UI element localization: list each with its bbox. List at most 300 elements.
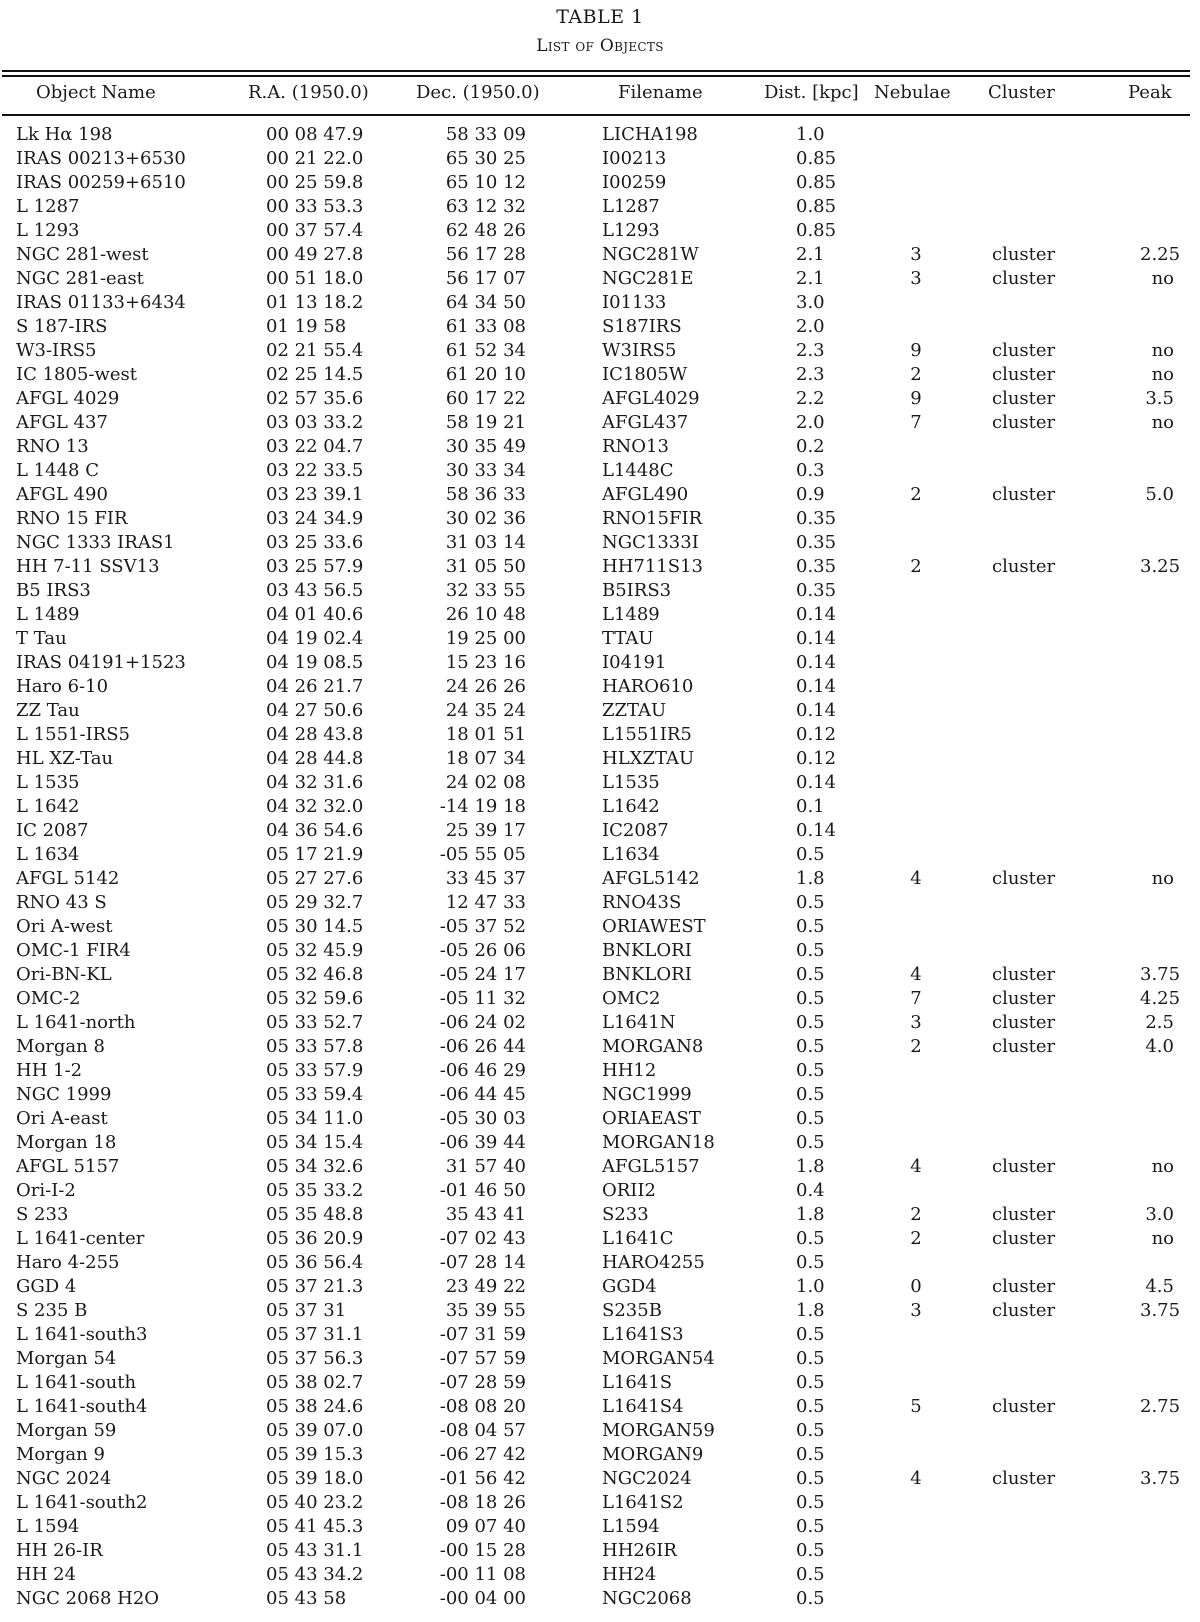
cell-object-name: L 1634 [16,844,80,865]
cell-peak: no [1151,868,1174,889]
cell-ra: 01 19 58 [266,316,347,337]
cell-filename: RNO13 [602,436,669,457]
cell-filename: MORGAN59 [602,1420,715,1441]
table-row [0,867,1200,891]
column-header-cluster: Cluster [988,82,1055,103]
cell-distance: 0.14 [796,652,837,673]
cell-filename: NGC2024 [602,1468,692,1489]
cell-distance: 1.0 [796,1276,825,1297]
cell-dec: -06 46 29 [439,1060,526,1081]
cell-dec: 24 26 26 [445,676,526,697]
cell-object-name: NGC 1333 IRAS1 [16,532,175,553]
cell-nebulae: 4 [910,1156,922,1177]
cell-filename: NGC1333I [602,532,699,553]
cell-object-name: RNO 43 S [16,892,107,913]
cell-dec: -07 57 59 [439,1348,526,1369]
cell-distance: 2.0 [796,412,825,433]
cell-distance: 3.0 [796,292,825,313]
cell-ra: 05 33 59.4 [266,1084,364,1105]
cell-peak: no [1151,268,1174,289]
cell-ra: 03 25 33.6 [266,532,364,553]
cell-ra: 03 03 33.2 [266,412,364,433]
cell-distance: 0.5 [796,1252,825,1273]
cell-nebulae: 0 [910,1276,922,1297]
cell-filename: HH711S13 [602,556,703,577]
cell-cluster: cluster [992,412,1056,433]
cell-nebulae: 3 [910,1300,922,1321]
cell-dec: -01 46 50 [439,1180,526,1201]
table-row [0,411,1200,435]
header-rule [2,114,1190,116]
cell-filename: AFGL4029 [602,388,700,409]
cell-distance: 2.1 [796,244,825,265]
cell-ra: 05 30 14.5 [266,916,364,937]
cell-filename: L1551IR5 [602,724,692,745]
cell-dec: -05 26 06 [439,940,526,961]
cell-peak: 3.5 [1145,388,1174,409]
table-row [0,579,1200,603]
cell-ra: 03 24 34.9 [266,508,364,529]
column-header-distance: Dist. [kpc] [764,82,859,103]
cell-object-name: AFGL 5157 [16,1156,120,1177]
cell-dec: 32 33 55 [445,580,526,601]
cell-filename: L1287 [602,196,660,217]
table-row [0,795,1200,819]
cell-distance: 0.5 [796,1132,825,1153]
cell-distance: 0.5 [796,1228,825,1249]
table-subtitle: List of Objects [536,36,664,56]
cell-filename: RNO43S [602,892,682,913]
table-body [0,123,1200,1611]
cell-ra: 04 28 44.8 [266,748,364,769]
cell-filename: S233 [602,1204,649,1225]
table-row [0,1419,1200,1443]
cell-object-name: Haro 6-10 [16,676,109,697]
table-row [0,315,1200,339]
cell-object-name: L 1641-south [16,1372,137,1393]
cell-ra: 05 33 52.7 [266,1012,364,1033]
cell-dec: -06 44 45 [439,1084,526,1105]
cell-filename: HLXZTAU [602,748,695,769]
cell-filename: HH12 [602,1060,657,1081]
table-row [0,1083,1200,1107]
cell-filename: AFGL490 [602,484,689,505]
cell-object-name: HH 26-IR [16,1540,103,1561]
cell-ra: 05 27 27.6 [266,868,364,889]
cell-cluster: cluster [992,1012,1056,1033]
cell-object-name: AFGL 5142 [16,868,120,889]
table-row [0,1107,1200,1131]
cell-peak: no [1151,1228,1174,1249]
cell-filename: I00259 [602,172,667,193]
cell-object-name: Morgan 9 [16,1444,105,1465]
table-row [0,1563,1200,1587]
cell-object-name: B5 IRS3 [16,580,91,601]
cell-filename: S235B [602,1300,662,1321]
table-row [0,1371,1200,1395]
cell-object-name: T Tau [16,628,67,649]
cell-cluster: cluster [992,868,1056,889]
cell-peak: no [1151,364,1174,385]
table-row [0,1275,1200,1299]
cell-object-name: HH 7-11 SSV13 [16,556,160,577]
cell-dec: -00 04 00 [439,1588,526,1609]
cell-filename: IC1805W [602,364,688,385]
cell-filename: L1641C [602,1228,674,1249]
cell-cluster: cluster [992,964,1056,985]
cell-filename: B5IRS3 [602,580,672,601]
table-row [0,387,1200,411]
cell-object-name: L 1641-south4 [16,1396,148,1417]
table-row [0,963,1200,987]
cell-ra: 00 51 18.0 [266,268,364,289]
cell-ra: 05 34 11.0 [266,1108,364,1129]
cell-ra: 00 37 57.4 [266,220,364,241]
cell-dec: 60 17 22 [445,388,526,409]
cell-ra: 05 38 24.6 [266,1396,364,1417]
cell-distance: 0.85 [796,196,837,217]
cell-ra: 05 43 31.1 [266,1540,364,1561]
table-row [0,147,1200,171]
cell-filename: MORGAN54 [602,1348,715,1369]
table-row [0,939,1200,963]
cell-object-name: L 1642 [16,796,80,817]
cell-distance: 0.5 [796,1108,825,1129]
cell-filename: OMC2 [602,988,661,1009]
cell-object-name: L 1641-south3 [16,1324,148,1345]
table-row [0,243,1200,267]
cell-nebulae: 2 [910,1036,922,1057]
table-row [0,1131,1200,1155]
cell-dec: -06 26 44 [439,1036,526,1057]
table-row [0,1539,1200,1563]
cell-ra: 00 25 59.8 [266,172,364,193]
cell-ra: 00 21 22.0 [266,148,364,169]
cell-dec: 12 47 33 [445,892,526,913]
cell-cluster: cluster [992,244,1056,265]
cell-distance: 0.12 [796,724,837,745]
cell-nebulae: 3 [910,1012,922,1033]
cell-ra: 05 33 57.9 [266,1060,364,1081]
column-header-dec: Dec. (1950.0) [416,82,540,103]
cell-filename: MORGAN9 [602,1444,704,1465]
cell-distance: 0.5 [796,1420,825,1441]
cell-object-name: HH 1-2 [16,1060,83,1081]
table-row [0,1491,1200,1515]
cell-ra: 03 23 39.1 [266,484,364,505]
cell-filename: W3IRS5 [602,340,677,361]
cell-cluster: cluster [992,484,1056,505]
cell-dec: 58 36 33 [445,484,526,505]
cell-filename: L1641S3 [602,1324,684,1345]
cell-object-name: Ori A-east [16,1108,108,1129]
cell-object-name: L 1535 [16,772,80,793]
cell-ra: 04 26 21.7 [266,676,364,697]
cell-ra: 05 37 56.3 [266,1348,364,1369]
cell-distance: 0.5 [796,988,825,1009]
cell-dec: -07 28 59 [439,1372,526,1393]
cell-peak: 4.0 [1145,1036,1174,1057]
cell-ra: 05 43 58 [266,1588,347,1609]
table-row [0,459,1200,483]
cell-distance: 0.5 [796,1060,825,1081]
cell-dec: 58 33 09 [445,124,526,145]
cell-distance: 0.85 [796,172,837,193]
table-row [0,507,1200,531]
cell-filename: IC2087 [602,820,669,841]
table-row [0,1323,1200,1347]
cell-filename: NGC281W [602,244,699,265]
cell-object-name: NGC 1999 [16,1084,112,1105]
cell-object-name: L 1641-center [16,1228,145,1249]
cell-distance: 0.9 [796,484,825,505]
cell-ra: 05 34 32.6 [266,1156,364,1177]
cell-ra: 05 35 33.2 [266,1180,364,1201]
cell-ra: 05 29 32.7 [266,892,364,913]
cell-ra: 05 17 21.9 [266,844,364,865]
cell-ra: 04 32 32.0 [266,796,364,817]
table-row [0,1155,1200,1179]
cell-ra: 05 41 45.3 [266,1516,364,1537]
table-row [0,291,1200,315]
cell-ra: 00 08 47.9 [266,124,364,145]
cell-ra: 05 37 31 [266,1300,347,1321]
cell-distance: 1.8 [796,1156,825,1177]
cell-object-name: HL XZ-Tau [16,748,114,769]
cell-ra: 02 21 55.4 [266,340,364,361]
cell-object-name: L 1594 [16,1516,80,1537]
cell-ra: 05 33 57.8 [266,1036,364,1057]
cell-object-name: NGC 2068 H2O [16,1588,160,1609]
cell-peak: 5.0 [1145,484,1174,505]
cell-ra: 02 57 35.6 [266,388,364,409]
cell-distance: 0.14 [796,820,837,841]
column-header-ra: R.A. (1950.0) [248,82,369,103]
table-row [0,171,1200,195]
cell-distance: 0.5 [796,1588,825,1609]
cell-filename: ORIAEAST [602,1108,701,1129]
cell-distance: 0.35 [796,508,837,529]
cell-object-name: RNO 13 [16,436,89,457]
cell-dec: -07 02 43 [439,1228,526,1249]
cell-distance: 0.5 [796,892,825,913]
cell-ra: 05 40 23.2 [266,1492,364,1513]
cell-peak: 3.75 [1140,964,1181,985]
cell-object-name: AFGL 437 [16,412,108,433]
cell-ra: 00 33 53.3 [266,196,364,217]
cell-object-name: Morgan 18 [16,1132,117,1153]
cell-filename: NGC1999 [602,1084,692,1105]
cell-dec: 15 23 16 [445,652,526,673]
cell-distance: 0.5 [796,1396,825,1417]
cell-dec: 61 33 08 [445,316,526,337]
cell-distance: 2.1 [796,268,825,289]
cell-dec: -06 24 02 [439,1012,526,1033]
table-header [0,78,1200,112]
cell-ra: 05 37 31.1 [266,1324,364,1345]
cell-cluster: cluster [992,340,1056,361]
cell-dec: 65 10 12 [445,172,526,193]
top-rule-double [2,75,1190,77]
cell-distance: 0.14 [796,772,837,793]
cell-cluster: cluster [992,1396,1056,1417]
cell-distance: 0.14 [796,604,837,625]
cell-object-name: OMC-2 [16,988,81,1009]
cell-dec: -08 04 57 [439,1420,526,1441]
cell-ra: 05 32 45.9 [266,940,364,961]
cell-peak: no [1151,340,1174,361]
cell-ra: 04 01 40.6 [266,604,364,625]
cell-dec: -06 39 44 [439,1132,526,1153]
cell-nebulae: 4 [910,868,922,889]
cell-peak: 3.75 [1140,1300,1181,1321]
cell-object-name: L 1287 [16,196,80,217]
cell-distance: 0.5 [796,940,825,961]
table-row [0,267,1200,291]
cell-filename: L1641S4 [602,1396,684,1417]
cell-ra: 03 25 57.9 [266,556,364,577]
cell-dec: -05 24 17 [439,964,526,985]
cell-distance: 0.5 [796,1348,825,1369]
cell-peak: 2.5 [1145,1012,1174,1033]
cell-object-name: HH 24 [16,1564,77,1585]
cell-dec: 18 01 51 [445,724,526,745]
cell-filename: L1634 [602,844,660,865]
cell-filename: BNKLORI [602,940,692,961]
cell-filename: HH26IR [602,1540,677,1561]
cell-ra: 05 38 02.7 [266,1372,364,1393]
cell-object-name: S 235 B [16,1300,88,1321]
table-row [0,1443,1200,1467]
table-row [0,651,1200,675]
cell-distance: 2.0 [796,316,825,337]
cell-filename: L1535 [602,772,660,793]
cell-ra: 01 13 18.2 [266,292,364,313]
table-row [0,1515,1200,1539]
table-row [0,627,1200,651]
cell-distance: 0.5 [796,1540,825,1561]
cell-filename: I01133 [602,292,667,313]
table-row [0,891,1200,915]
cell-nebulae: 7 [910,988,922,1009]
cell-peak: 4.5 [1145,1276,1174,1297]
cell-filename: HARO610 [602,676,694,697]
cell-dec: -08 08 20 [439,1396,526,1417]
table-row [0,843,1200,867]
cell-dec: 33 45 37 [445,868,526,889]
cell-filename: GGD4 [602,1276,657,1297]
cell-cluster: cluster [992,388,1056,409]
table-row [0,747,1200,771]
cell-dec: 58 19 21 [445,412,526,433]
cell-object-name: L 1489 [16,604,80,625]
cell-distance: 2.3 [796,364,825,385]
cell-distance: 2.3 [796,340,825,361]
cell-filename: L1641N [602,1012,676,1033]
table-row [0,1251,1200,1275]
cell-dec: 63 12 32 [445,196,526,217]
table-row [0,123,1200,147]
table-row [0,915,1200,939]
cell-filename: MORGAN8 [602,1036,704,1057]
cell-dec: 64 34 50 [445,292,526,313]
cell-dec: 56 17 28 [445,244,526,265]
cell-dec: 61 52 34 [445,340,526,361]
cell-distance: 0.14 [796,628,837,649]
cell-filename: I00213 [602,148,667,169]
cell-distance: 1.0 [796,124,825,145]
table-row [0,531,1200,555]
cell-dec: 61 20 10 [445,364,526,385]
cell-object-name: IRAS 00259+6510 [16,172,186,193]
table-row [0,1011,1200,1035]
cell-dec: 31 05 50 [445,556,526,577]
cell-object-name: AFGL 4029 [16,388,120,409]
cell-object-name: W3-IRS5 [16,340,97,361]
cell-peak: no [1151,1156,1174,1177]
cell-ra: 05 36 20.9 [266,1228,364,1249]
cell-filename: RNO15FIR [602,508,703,529]
cell-distance: 0.5 [796,1516,825,1537]
cell-ra: 04 27 50.6 [266,700,364,721]
cell-cluster: cluster [992,1276,1056,1297]
column-header-peak: Peak [1128,82,1172,103]
cell-dec: 31 03 14 [445,532,526,553]
cell-nebulae: 2 [910,556,922,577]
cell-object-name: Morgan 59 [16,1420,117,1441]
cell-filename: ZZTAU [602,700,667,721]
cell-object-name: OMC-1 FIR4 [16,940,131,961]
cell-filename: L1448C [602,460,674,481]
cell-ra: 05 36 56.4 [266,1252,364,1273]
cell-dec: -07 28 14 [439,1252,526,1273]
cell-nebulae: 3 [910,268,922,289]
cell-ra: 03 22 33.5 [266,460,364,481]
table-row [0,723,1200,747]
cell-cluster: cluster [992,988,1056,1009]
cell-cluster: cluster [992,556,1056,577]
cell-filename: HH24 [602,1564,657,1585]
table-row [0,987,1200,1011]
cell-dec: 30 33 34 [445,460,526,481]
cell-object-name: L 1448 C [16,460,99,481]
cell-dec: 56 17 07 [445,268,526,289]
cell-distance: 0.5 [796,964,825,985]
cell-filename: L1642 [602,796,660,817]
cell-ra: 05 32 46.8 [266,964,364,985]
cell-ra: 02 25 14.5 [266,364,364,385]
cell-ra: 04 32 31.6 [266,772,364,793]
cell-distance: 0.14 [796,676,837,697]
cell-filename: AFGL5142 [602,868,700,889]
table-row [0,195,1200,219]
cell-peak: 2.75 [1140,1396,1181,1417]
table-title: TABLE 1 [556,6,644,28]
table-row [0,363,1200,387]
cell-ra: 05 32 59.6 [266,988,364,1009]
cell-dec: -05 37 52 [439,916,526,937]
cell-filename: LICHA198 [602,124,698,145]
cell-dec: 26 10 48 [445,604,526,625]
cell-filename: S187IRS [602,316,682,337]
cell-distance: 0.14 [796,700,837,721]
cell-object-name: NGC 281-west [16,244,149,265]
cell-nebulae: 2 [910,364,922,385]
cell-ra: 04 28 43.8 [266,724,364,745]
cell-distance: 1.8 [796,1204,825,1225]
cell-object-name: Lk Hα 198 [16,124,113,145]
cell-distance: 0.5 [796,1444,825,1465]
